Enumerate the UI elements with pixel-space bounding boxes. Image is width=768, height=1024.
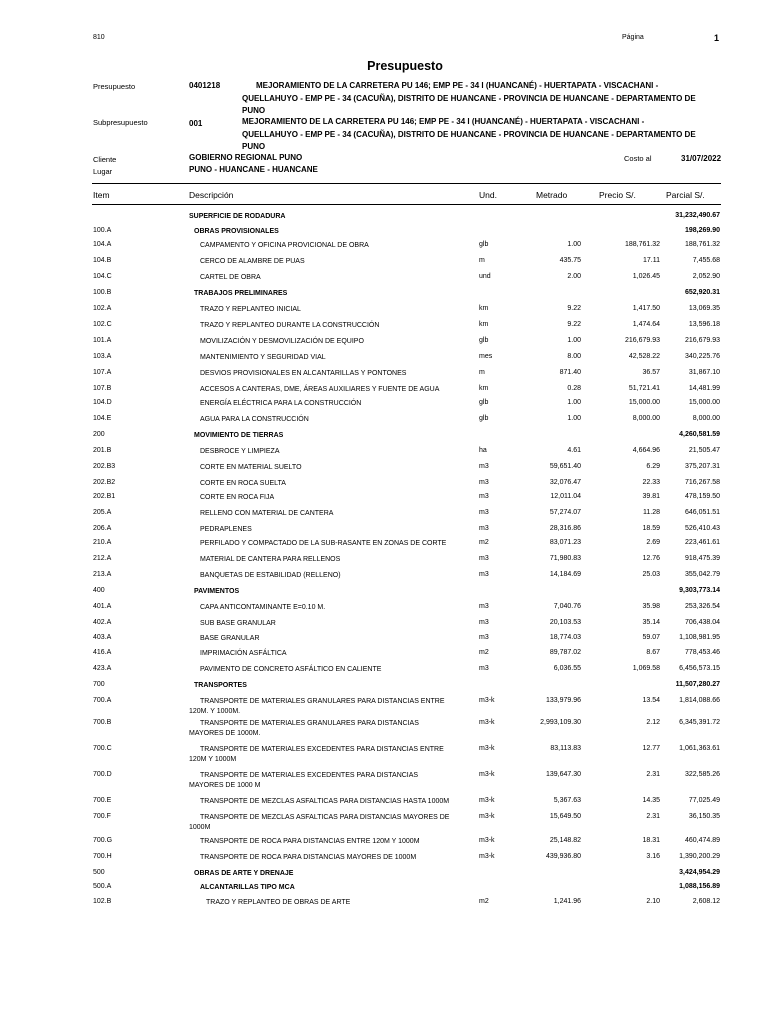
row-item-code: 423.A bbox=[93, 665, 112, 672]
row-precio: 18.59 bbox=[642, 525, 660, 532]
row-metrado: 2.00 bbox=[567, 273, 581, 280]
row-parcial: 14,481.99 bbox=[688, 385, 720, 392]
row-item-code: 107.B bbox=[93, 385, 112, 392]
page-top-line bbox=[93, 34, 719, 46]
row-description: SUPERFICIE DE RODADURA bbox=[189, 213, 286, 220]
row-description: ALCANTARILLAS TIPO MCA bbox=[200, 884, 295, 891]
col-parcial: Parcial S/. bbox=[666, 190, 705, 200]
row-parcial: 3,424,954.29 bbox=[679, 869, 720, 876]
row-precio: 22.33 bbox=[642, 479, 660, 486]
row-parcial: 918,475.39 bbox=[684, 555, 720, 562]
row-description: PAVIMENTO DE CONCRETO ASFÁLTICO EN CALIENTE bbox=[200, 666, 382, 673]
row-unit: m3-k bbox=[479, 797, 495, 804]
costo-label: Costo al bbox=[624, 154, 652, 163]
row-precio: 2.69 bbox=[646, 539, 660, 546]
row-metrado: 1.00 bbox=[567, 415, 581, 422]
row-description: TRABAJOS PRELIMINARES bbox=[194, 290, 288, 297]
row-parcial: 15,000.00 bbox=[688, 399, 720, 406]
row-metrado: 15,649.50 bbox=[549, 813, 581, 820]
row-item-code: 107.A bbox=[93, 369, 112, 376]
subpresupuesto-description bbox=[242, 116, 702, 154]
row-parcial: 8,000.00 bbox=[692, 415, 720, 422]
row-metrado: 1.00 bbox=[567, 399, 581, 406]
row-parcial: 340,225.76 bbox=[684, 353, 720, 360]
presupuesto-description bbox=[242, 80, 702, 118]
row-unit: m3 bbox=[479, 619, 489, 626]
row-item-code: 500 bbox=[93, 869, 105, 876]
row-description: PERFILADO Y COMPACTADO DE LA SUB-RASANTE EN ZONAS DE CORTE bbox=[200, 540, 447, 547]
row-unit: m2 bbox=[479, 539, 489, 546]
row-metrado: 2,993,109.30 bbox=[540, 719, 581, 726]
row-item-code: 104.B bbox=[93, 257, 112, 264]
row-unit: m3-k bbox=[479, 771, 495, 778]
row-unit: m bbox=[479, 369, 485, 376]
row-item-code: 102.C bbox=[93, 321, 112, 328]
row-precio: 2.12 bbox=[646, 719, 660, 726]
row-description: BANQUETAS DE ESTABILIDAD (RELLENO) bbox=[200, 572, 341, 579]
row-precio: 2.31 bbox=[646, 771, 660, 778]
row-parcial: 7,455.68 bbox=[692, 257, 720, 264]
row-precio: 18.31 bbox=[642, 837, 660, 844]
row-parcial: 646,051.51 bbox=[684, 509, 720, 516]
row-parcial: 322,585.26 bbox=[684, 771, 720, 778]
row-parcial: 355,042.79 bbox=[684, 571, 720, 578]
row-precio: 59.07 bbox=[642, 634, 660, 641]
page-title: Presupuesto bbox=[367, 59, 443, 73]
row-metrado: 14,184.69 bbox=[549, 571, 581, 578]
row-parcial: 4,260,581.59 bbox=[679, 431, 720, 438]
row-description: TRAZO Y REPLANTEO DURANTE LA CONSTRUCCIÓN bbox=[200, 322, 380, 329]
row-metrado: 59,651.40 bbox=[549, 463, 581, 470]
presupuesto-desc-line: QUELLAHUYO - EMP PE - 34 (CACUÑA), DISTRITO DE HUANCANE - PROVINCIA DE HUANCANE - DEPARTAMENTO DE bbox=[242, 93, 696, 103]
subpresupuesto-label: Subpresupuesto bbox=[93, 118, 148, 127]
row-item-code: 416.A bbox=[93, 649, 112, 656]
row-metrado: 439,936.80 bbox=[545, 853, 581, 860]
row-item-code: 403.A bbox=[93, 634, 112, 641]
row-item-code: 201.B bbox=[93, 447, 112, 454]
row-precio: 12.77 bbox=[642, 745, 660, 752]
col-und: Und. bbox=[479, 190, 497, 200]
row-precio: 216,679.93 bbox=[624, 337, 660, 344]
row-unit: km bbox=[479, 385, 489, 392]
row-parcial: 716,267.58 bbox=[684, 479, 720, 486]
row-unit: m3 bbox=[479, 509, 489, 516]
row-parcial: 31,232,490.67 bbox=[675, 212, 720, 219]
row-item-code: 700 bbox=[93, 681, 105, 688]
row-parcial: 198,269.90 bbox=[684, 227, 720, 234]
col-descripcion: Descripción bbox=[189, 190, 234, 200]
presupuesto-label: Presupuesto bbox=[93, 82, 136, 91]
subpresupuesto-desc-line: MEJORAMIENTO DE LA CARRETERA PU 146; EMP PE - 34 I (HUANCANÉ) - HUERTAPATA - VISCACHANI - bbox=[242, 117, 645, 126]
row-parcial: 1,061,363.61 bbox=[679, 745, 720, 752]
row-metrado: 1.00 bbox=[567, 241, 581, 248]
row-item-code: 401.A bbox=[93, 603, 112, 610]
row-description: CAPA ANTICONTAMINANTE E=0.10 M. bbox=[200, 604, 326, 611]
row-metrado: 4.61 bbox=[567, 447, 581, 454]
row-metrado: 133,979.96 bbox=[545, 697, 581, 704]
row-description: PEDRAPLENES bbox=[200, 526, 252, 533]
subpresupuesto-code: 001 bbox=[189, 119, 203, 128]
row-unit: m2 bbox=[479, 898, 489, 905]
row-description: TRANSPORTE DE MATERIALES GRANULARES PARA DISTANCIAS MAYORES DE 1000M. bbox=[189, 720, 419, 737]
row-description: CORTE EN MATERIAL SUELTO bbox=[200, 464, 302, 471]
row-metrado: 139,647.30 bbox=[545, 771, 581, 778]
row-description: DESBROCE Y LIMPIEZA bbox=[200, 448, 280, 455]
row-item-code: 103.A bbox=[93, 353, 112, 360]
row-parcial: 2,608.12 bbox=[692, 898, 720, 905]
row-parcial: 6,345,391.72 bbox=[679, 719, 720, 726]
row-precio: 1,026.45 bbox=[632, 273, 660, 280]
row-metrado: 12,011.04 bbox=[550, 493, 581, 500]
row-item-code: 213.A bbox=[93, 571, 112, 578]
row-precio: 39.81 bbox=[642, 493, 660, 500]
row-unit: m3-k bbox=[479, 745, 495, 752]
cliente-label: Cliente bbox=[93, 155, 117, 164]
row-description: MOVIMIENTO DE TIERRAS bbox=[194, 432, 284, 439]
row-precio: 35.98 bbox=[642, 603, 660, 610]
row-parcial: 375,207.31 bbox=[684, 463, 720, 470]
row-metrado: 6,036.55 bbox=[553, 665, 581, 672]
row-description: ENERGÍA ELÉCTRICA PARA LA CONSTRUCCIÓN bbox=[200, 400, 362, 407]
row-unit: m3-k bbox=[479, 837, 495, 844]
row-item-code: 104.E bbox=[93, 415, 112, 422]
col-item: Item bbox=[93, 190, 110, 200]
row-item-code: 700.C bbox=[93, 745, 112, 752]
row-item-code: 500.A bbox=[93, 883, 112, 890]
presupuesto-code: 0401218 bbox=[189, 81, 221, 90]
row-parcial: 706,438.04 bbox=[684, 619, 720, 626]
row-metrado: 1,241.96 bbox=[553, 898, 581, 905]
row-parcial: 526,410.43 bbox=[684, 525, 720, 532]
row-item-code: 700.B bbox=[93, 719, 112, 726]
row-metrado: 9.22 bbox=[567, 321, 581, 328]
row-description: OBRAS PROVISIONALES bbox=[194, 228, 279, 235]
row-metrado: 435.75 bbox=[559, 257, 581, 264]
row-description: TRANSPORTE DE MATERIALES GRANULARES PARA DISTANCIAS ENTRE 120M. Y 1000M. bbox=[189, 698, 445, 715]
row-unit: m3 bbox=[479, 555, 489, 562]
page-number: 1 bbox=[713, 33, 719, 43]
row-precio: 12.76 bbox=[642, 555, 660, 562]
row-item-code: 102.A bbox=[93, 305, 112, 312]
row-precio: 25.03 bbox=[642, 571, 660, 578]
row-unit: glb bbox=[479, 337, 489, 344]
row-metrado: 25,148.82 bbox=[549, 837, 581, 844]
row-parcial: 216,679.93 bbox=[684, 337, 720, 344]
row-precio: 13.54 bbox=[642, 697, 660, 704]
row-description: TRANSPORTE DE MATERIALES EXCEDENTES PARA DISTANCIAS ENTRE 120M Y 1000M bbox=[189, 746, 444, 763]
row-item-code: 206.A bbox=[93, 525, 112, 532]
row-description: RELLENO CON MATERIAL DE CANTERA bbox=[200, 510, 334, 517]
row-item-code: 100.A bbox=[93, 227, 112, 234]
row-precio: 6.29 bbox=[646, 463, 660, 470]
row-unit: m3 bbox=[479, 603, 489, 610]
row-precio: 1,069.58 bbox=[632, 665, 660, 672]
row-precio: 42,528.22 bbox=[628, 353, 660, 360]
row-metrado: 83,113.83 bbox=[550, 745, 581, 752]
row-metrado: 8.00 bbox=[567, 353, 581, 360]
row-description: CAMPAMENTO Y OFICINA PROVICIONAL DE OBRA bbox=[200, 242, 369, 249]
row-description: TRAZO Y REPLANTEO DE OBRAS DE ARTE bbox=[206, 899, 351, 906]
row-item-code: 202.B3 bbox=[93, 463, 116, 470]
row-description: ACCESOS A CANTERAS, DME, ÁREAS AUXILIARES Y FUENTE DE AGUA bbox=[200, 386, 440, 393]
row-description: TRANSPORTE DE ROCA PARA DISTANCIAS ENTRE 120M Y 1000M bbox=[200, 838, 420, 845]
row-parcial: 9,303,773.14 bbox=[679, 587, 720, 594]
row-item-code: 202.B1 bbox=[93, 493, 116, 500]
row-precio: 17.11 bbox=[643, 257, 660, 264]
presupuesto-desc-line: PUNO bbox=[242, 106, 266, 115]
row-item-code: 205.A bbox=[93, 509, 112, 516]
row-parcial: 13,069.35 bbox=[688, 305, 720, 312]
row-description: TRAZO Y REPLANTEO INICIAL bbox=[200, 306, 301, 313]
row-precio: 14.35 bbox=[642, 797, 660, 804]
row-item-code: 700.H bbox=[93, 853, 112, 860]
row-unit: km bbox=[479, 321, 489, 328]
row-unit: mes bbox=[479, 353, 493, 360]
row-metrado: 0.28 bbox=[567, 385, 581, 392]
row-parcial: 13,596.18 bbox=[688, 321, 720, 328]
row-unit: m3-k bbox=[479, 853, 495, 860]
row-description: CORTE EN ROCA SUELTA bbox=[200, 480, 286, 487]
row-description: TRANSPORTES bbox=[194, 682, 247, 689]
row-description: PAVIMENTOS bbox=[194, 588, 240, 595]
row-item-code: 200 bbox=[93, 431, 105, 438]
row-description: AGUA PARA LA CONSTRUCCIÓN bbox=[200, 416, 309, 423]
col-metrado: Metrado bbox=[536, 190, 568, 200]
row-unit: km bbox=[479, 305, 489, 312]
row-item-code: 402.A bbox=[93, 619, 112, 626]
row-precio: 188,761.32 bbox=[624, 241, 660, 248]
row-item-code: 102.B bbox=[93, 898, 112, 905]
row-metrado: 28,316.86 bbox=[549, 525, 581, 532]
row-parcial: 21,505.47 bbox=[688, 447, 720, 454]
row-description: TRANSPORTE DE MEZCLAS ASFALTICAS PARA DISTANCIAS MAYORES DE 1000M bbox=[189, 814, 450, 831]
lugar-value: PUNO - HUANCANE - HUANCANE bbox=[189, 165, 318, 174]
row-unit: m3 bbox=[479, 571, 489, 578]
row-precio: 1,417.50 bbox=[632, 305, 660, 312]
row-parcial: 188,761.32 bbox=[684, 241, 720, 248]
row-parcial: 11,507,280.27 bbox=[675, 681, 720, 688]
presupuesto-desc-line: MEJORAMIENTO DE LA CARRETERA PU 146; EMP PE - 34 I (HUANCANÉ) - HUERTAPATA - VISCACHANI - bbox=[256, 81, 659, 90]
row-description: TRANSPORTE DE ROCA PARA DISTANCIAS MAYORES DE 1000M bbox=[200, 854, 417, 861]
row-description: DESVIOS PROVISIONALES EN ALCANTARILLAS Y PONTONES bbox=[200, 370, 407, 377]
row-metrado: 89,787.02 bbox=[549, 649, 581, 656]
row-metrado: 7,040.76 bbox=[553, 603, 581, 610]
row-unit: m2 bbox=[479, 649, 489, 656]
row-unit: m3 bbox=[479, 493, 489, 500]
row-unit: und bbox=[479, 273, 491, 280]
row-precio: 35.14 bbox=[642, 619, 660, 626]
row-description: TRANSPORTE DE MATERIALES EXCEDENTES PARA DISTANCIAS MAYORES DE 1000 M bbox=[189, 772, 419, 789]
subpresupuesto-desc-line: PUNO bbox=[242, 142, 266, 151]
row-metrado: 871.40 bbox=[559, 369, 581, 376]
row-description: IMPRIMACIÓN ASFÁLTICA bbox=[200, 650, 287, 657]
cliente-value: GOBIERNO REGIONAL PUNO bbox=[189, 153, 303, 162]
row-unit: m3 bbox=[479, 463, 489, 470]
row-precio: 2.31 bbox=[646, 813, 660, 820]
row-unit: ha bbox=[479, 447, 487, 454]
row-metrado: 20,103.53 bbox=[549, 619, 581, 626]
row-description: SUB BASE GRANULAR bbox=[200, 620, 276, 627]
row-unit: m3-k bbox=[479, 813, 495, 820]
row-description: TRANSPORTE DE MEZCLAS ASFALTICAS PARA DISTANCIAS HASTA 1000M bbox=[200, 798, 450, 805]
row-parcial: 1,814,088.66 bbox=[679, 697, 720, 704]
row-precio: 1,474.64 bbox=[632, 321, 660, 328]
row-parcial: 778,453.46 bbox=[684, 649, 720, 656]
row-precio: 8.67 bbox=[646, 649, 660, 656]
row-unit: m bbox=[479, 257, 485, 264]
row-unit: m3 bbox=[479, 525, 489, 532]
row-unit: glb bbox=[479, 241, 489, 248]
row-unit: m3-k bbox=[479, 697, 495, 704]
row-item-code: 212.A bbox=[93, 555, 112, 562]
row-parcial: 478,159.50 bbox=[684, 493, 720, 500]
row-precio: 11.28 bbox=[643, 509, 660, 516]
row-unit: m3 bbox=[479, 665, 489, 672]
row-metrado: 9.22 bbox=[567, 305, 581, 312]
row-precio: 2.10 bbox=[646, 898, 660, 905]
row-parcial: 1,088,156.89 bbox=[679, 883, 720, 890]
row-metrado: 57,274.07 bbox=[549, 509, 581, 516]
row-item-code: 104.C bbox=[93, 273, 112, 280]
row-parcial: 253,326.54 bbox=[684, 603, 720, 610]
row-item-code: 700.E bbox=[93, 797, 112, 804]
row-item-code: 104.D bbox=[93, 399, 112, 406]
row-precio: 8,000.00 bbox=[632, 415, 660, 422]
lugar-label: Lugar bbox=[93, 167, 113, 176]
row-parcial: 77,025.49 bbox=[688, 797, 720, 804]
row-description: CORTE EN ROCA FIJA bbox=[200, 494, 275, 501]
row-parcial: 1,390,200.29 bbox=[679, 853, 720, 860]
row-parcial: 36,150.35 bbox=[688, 813, 720, 820]
row-parcial: 652,920.31 bbox=[684, 289, 720, 296]
row-precio: 36.57 bbox=[642, 369, 660, 376]
row-item-code: 210.A bbox=[93, 539, 112, 546]
page-label: Página bbox=[622, 34, 644, 41]
row-description: MANTENIMIENTO Y SEGURIDAD VIAL bbox=[200, 354, 326, 361]
row-description: BASE GRANULAR bbox=[200, 635, 260, 642]
row-metrado: 83,071.23 bbox=[549, 539, 581, 546]
row-parcial: 31,867.10 bbox=[688, 369, 720, 376]
row-unit: m3-k bbox=[479, 719, 495, 726]
row-item-code: 700.G bbox=[93, 837, 113, 844]
row-item-code: 700.F bbox=[93, 813, 111, 820]
row-metrado: 5,367.63 bbox=[553, 797, 581, 804]
row-description: CARTEL DE OBRA bbox=[200, 274, 261, 281]
row-unit: glb bbox=[479, 399, 489, 406]
report-code: 810 bbox=[93, 34, 105, 41]
row-description: CERCO DE ALAMBRE DE PUAS bbox=[200, 258, 305, 265]
row-description: MOVILIZACIÓN Y DESMOVILIZACIÓN DE EQUIPO bbox=[200, 338, 364, 345]
row-item-code: 101.A bbox=[93, 337, 112, 344]
row-item-code: 202.B2 bbox=[93, 479, 116, 486]
col-precio: Precio S/. bbox=[599, 190, 636, 200]
row-unit: glb bbox=[479, 415, 489, 422]
row-item-code: 700.D bbox=[93, 771, 112, 778]
row-parcial: 460,474.89 bbox=[684, 837, 720, 844]
row-parcial: 6,456,573.15 bbox=[679, 665, 720, 672]
costo-date: 31/07/2022 bbox=[681, 154, 722, 163]
row-precio: 3.16 bbox=[646, 853, 660, 860]
row-unit: m3 bbox=[479, 634, 489, 641]
row-description: MATERIAL DE CANTERA PARA RELLENOS bbox=[200, 556, 341, 563]
subpresupuesto-desc-line: QUELLAHUYO - EMP PE - 34 (CACUÑA), DISTRITO DE HUANCANE - PROVINCIA DE HUANCANE - DEPARTAMENTO DE bbox=[242, 129, 696, 139]
row-description: OBRAS DE ARTE Y DRENAJE bbox=[194, 870, 294, 877]
row-item-code: 100.B bbox=[93, 289, 112, 296]
row-item-code: 104.A bbox=[93, 241, 112, 248]
row-precio: 4,664.96 bbox=[632, 447, 660, 454]
row-metrado: 1.00 bbox=[567, 337, 581, 344]
row-precio: 15,000.00 bbox=[628, 399, 660, 406]
row-unit: m3 bbox=[479, 479, 489, 486]
row-metrado: 71,980.83 bbox=[549, 555, 581, 562]
row-parcial: 223,461.61 bbox=[684, 539, 720, 546]
row-item-code: 700.A bbox=[93, 697, 112, 704]
row-parcial: 2,052.90 bbox=[692, 273, 720, 280]
row-parcial: 1,108,981.95 bbox=[679, 634, 720, 641]
row-precio: 51,721.41 bbox=[628, 385, 660, 392]
row-metrado: 18,774.03 bbox=[549, 634, 581, 641]
row-metrado: 32,076.47 bbox=[549, 479, 581, 486]
table-header bbox=[92, 183, 721, 205]
row-item-code: 400 bbox=[93, 587, 105, 594]
